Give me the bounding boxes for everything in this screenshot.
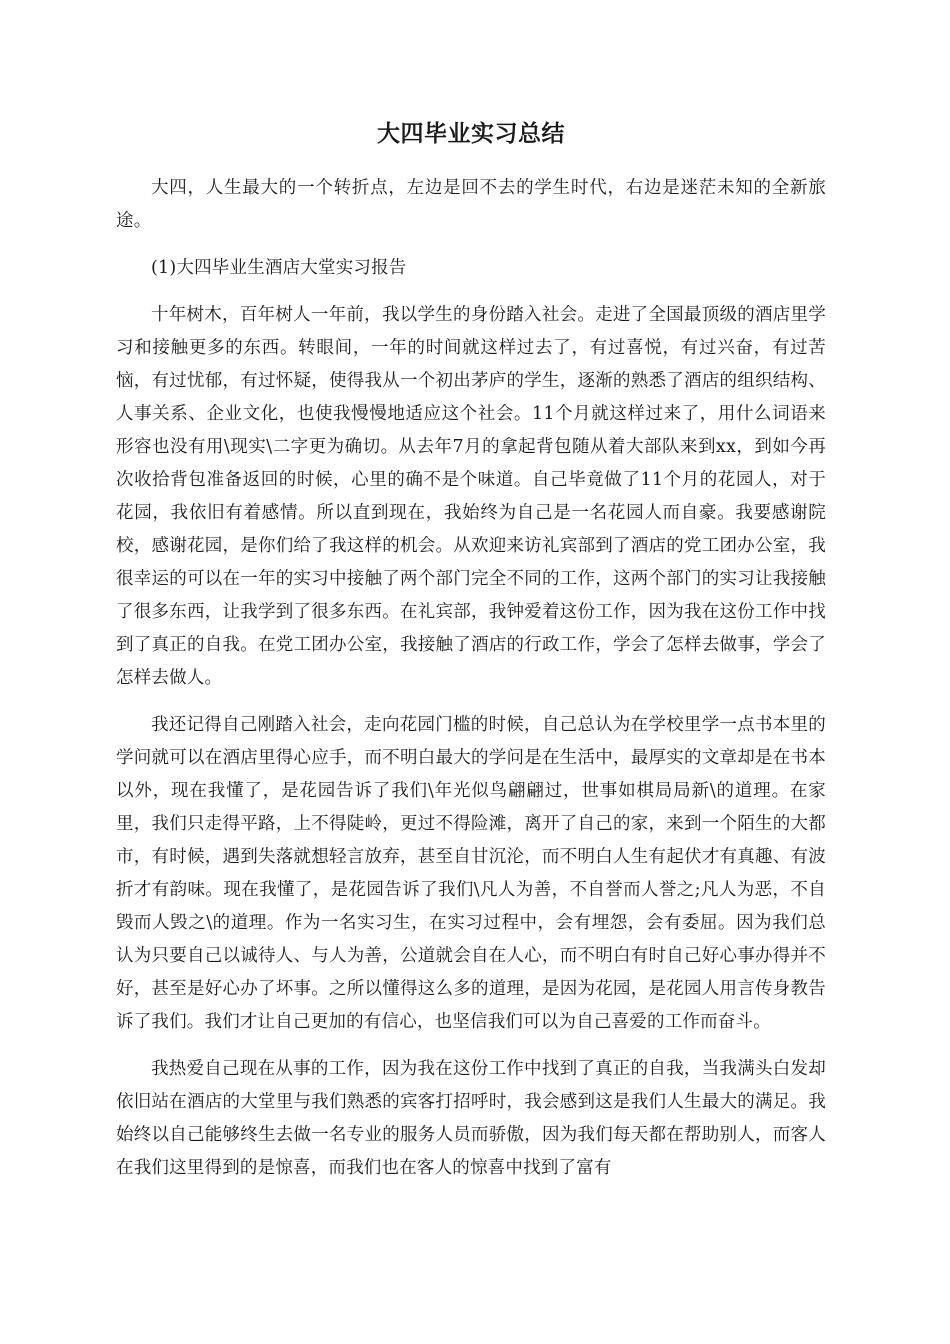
paragraph-body-3: 我热爱自己现在从事的工作，因为我在这份工作中找到了真正的自我，当我满头白发却依旧站在酒店的大堂里与我们熟悉的宾客打招呼时，我会感到这是我们人生最大的满足。我始终以自己能够终生去做一名专业的服务人员而骄傲，因为我们每天都在帮助别人，而客人在我们这里得到的是惊喜，而我们也在客人的惊喜中找到了富有 (116, 1059, 826, 1178)
paragraph-intro: 大四，人生最大的一个转折点，左边是回不去的学生时代，右边是迷茫未知的全新旅途。 (116, 178, 826, 231)
document-title: 大四毕业实习总结 (377, 121, 565, 147)
paragraph-body-2: 我还记得自己刚踏入社会，走向花园门槛的时候，自己总认为在学校里学一点书本里的学问就可以在酒店里得心应手，而不明白最大的学问是在生活中，最厚实的文章却是在书本以外，现在我懂了，是花园告诉了我们\年光似鸟翩翩过，世事如棋局局新\的道理。在家里，我们只走得平路，上不得陡岭，更过不得险滩，离开了自己的家，来到一个陌生的大都市，有时候，遇到失落就想轻言放弃，甚至自甘沉沦，而不明白人生有起伏才有真趣、有波折才有韵味。现在我懂了，是花园告诉了我们\凡人为善，不自誉而人誉之;凡人为恶，不自毁而人毁之\的道理。作为一名实习生，在实习过程中，会有埋怨，会有委屈。因为我们总认为只要自己以诚待人、与人为善，公道就会自在人心，而不明白有时自己好心事办得并不好，甚至是好心办了坏事。之所以懂得这么多的道理，是因为花园，是花园人用言传身教告诉了我们。我们才让自己更加的有信心，也坚信我们可以为自己喜爱的工作而奋斗。 (116, 715, 826, 1032)
paragraph-body-1: 十年树木，百年树人一年前，我以学生的身份踏入社会。走进了全国最顶级的酒店里学习和接触更多的东西。转眼间，一年的时间就这样过去了，有过喜悦，有过兴奋，有过苦恼，有过忧郁，有过怀疑，使得我从一个初出茅庐的学生，逐渐的熟悉了酒店的组织结构、人事关系、企业文化，也使我慢慢地适应这个社会。11个月就这样过来了，用什么词语来形容也没有用\现实\二字更为确切。从去年7月的拿起背包随从着大部队来到xx，到如今再次收拾背包准备返回的时候，心里的确不是个味道。自己毕竟做了11个月的花园人，对于花园，我依旧有着感情。所以直到现在，我始终为自己是一名花园人而自豪。我要感谢院校，感谢花园，是你们给了我这样的机会。从欢迎来访礼宾部到了酒店的党工团办公室，我很幸运的可以在一年的实习中接触了两个部门完全不同的工作，这两个部门的实习让我接触了很多东西，让我学到了很多东西。在礼宾部，我钟爱着这份工作，因为我在这份工作中找到了真正的自我。在党工团办公室，我接触了酒店的行政工作，学会了怎样去做事，学会了怎样去做人。 (116, 305, 826, 688)
paragraph-section-heading: (1)大四毕业生酒店大堂实习报告 (151, 258, 407, 278)
